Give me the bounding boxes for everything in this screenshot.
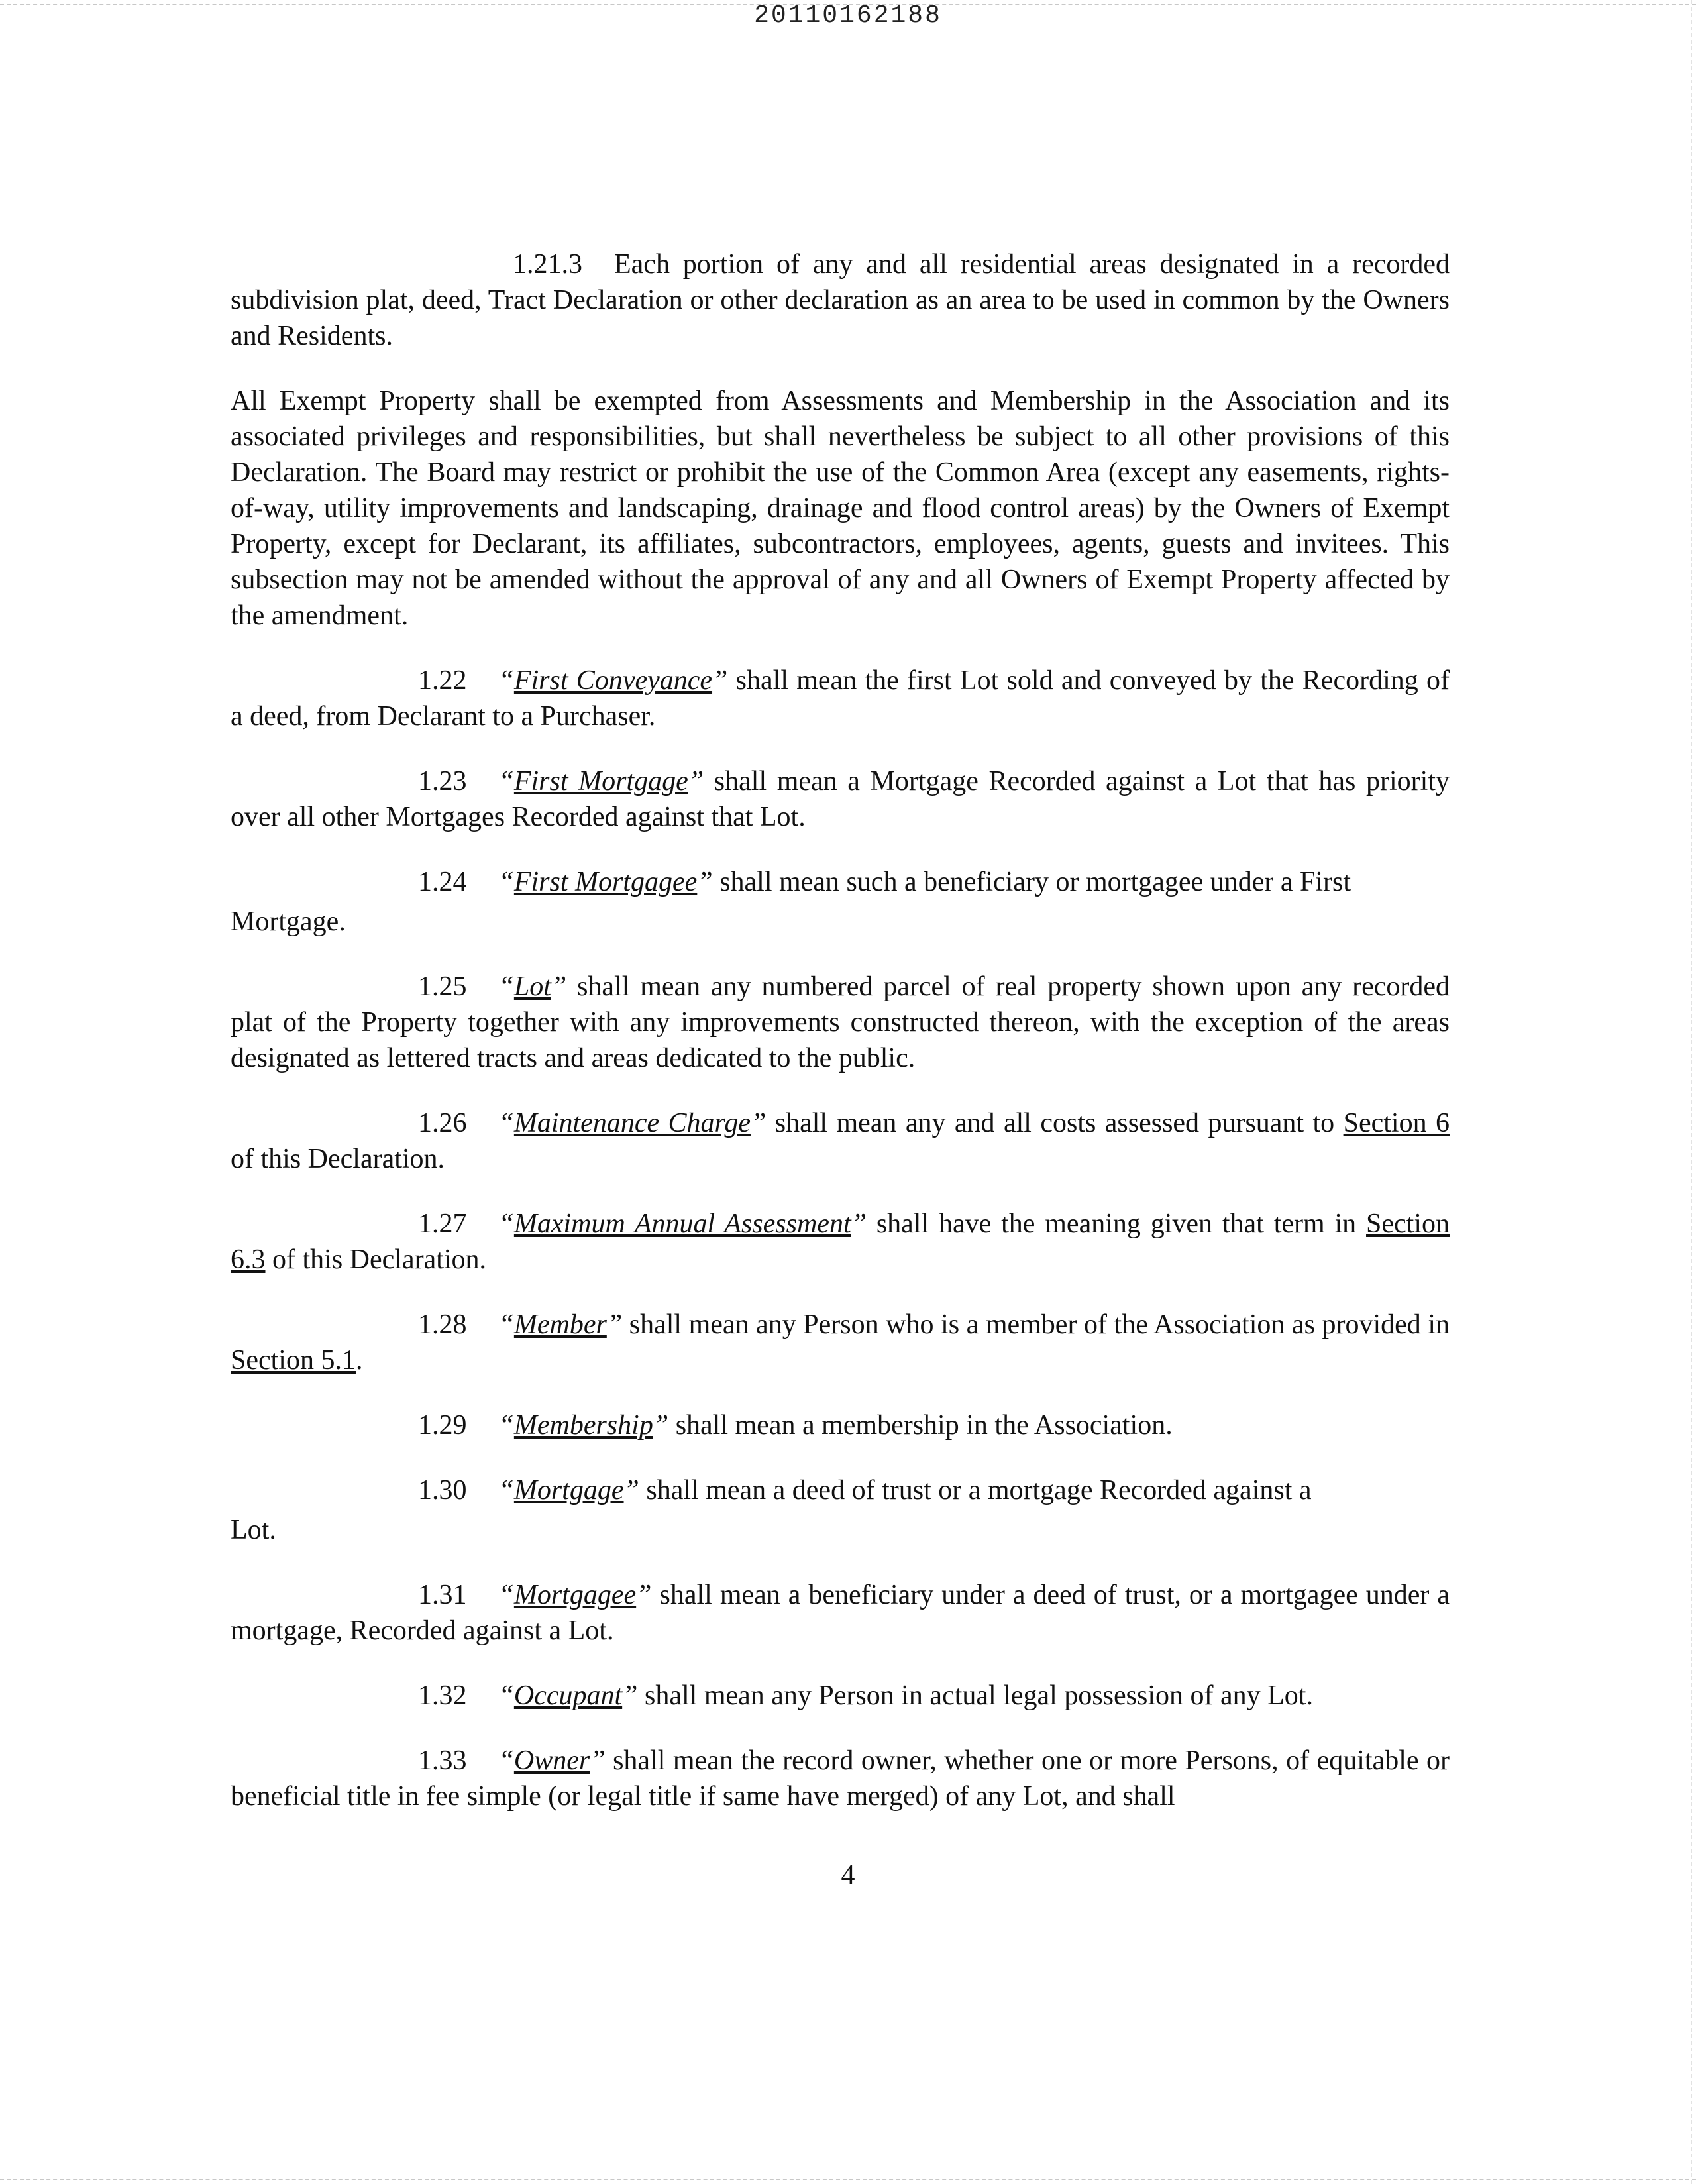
defined-term: “First Mortgagee” <box>498 867 713 897</box>
document-number: 20110162188 <box>754 1 942 30</box>
definition-1-31 <box>231 1577 1450 1649</box>
definition-number: 1.23 <box>418 766 467 796</box>
definition-1-22 <box>231 663 1450 734</box>
definition-text-after: . <box>355 1345 363 1376</box>
section-text: Each portion of any and all residential areas designated in a recorded subdivision plat, deed, Tract Declaration or other declaration as an area to be used in common by the Owners and Residents. <box>231 249 1450 351</box>
defined-term: “Maintenance Charge” <box>498 1108 767 1138</box>
definition-number: 1.33 <box>418 1745 467 1776</box>
definition-number: 1.32 <box>418 1680 467 1711</box>
page-number: 4 <box>841 1860 855 1890</box>
definition-text: shall mean any and all costs assessed pursuant to <box>766 1108 1344 1138</box>
definition-tail: Lot. <box>231 1515 276 1545</box>
definition-tail: Mortgage. <box>231 906 346 937</box>
definition-text: shall mean a membership in the Association. <box>668 1410 1173 1441</box>
defined-term: “Mortgagee” <box>498 1580 652 1610</box>
definition-text: shall mean any numbered parcel of real property shown upon any recorded plat of the Property together with any improvements constructed thereon, with the exception of the areas designated as lettered tracts and areas dedicated to the public. <box>231 971 1450 1073</box>
definition-number: 1.27 <box>418 1209 467 1239</box>
definition-number: 1.30 <box>418 1475 467 1505</box>
definition-text: shall mean such a beneficiary or mortgagee under a First <box>712 867 1352 897</box>
defined-term: “Maximum Annual Assessment” <box>498 1209 867 1239</box>
definition-1-24 <box>231 864 1450 940</box>
defined-term: “Mortgage” <box>498 1475 639 1505</box>
section-reference: Section 6.3 <box>231 1209 1450 1275</box>
definition-1-29 <box>231 1407 1450 1443</box>
definition-1-30 <box>231 1472 1450 1548</box>
definition-text: shall have the meaning given that term in <box>866 1209 1367 1239</box>
definition-1-32 <box>231 1678 1450 1714</box>
definition-1-26 <box>231 1105 1450 1177</box>
definition-1-28 <box>231 1307 1450 1378</box>
definition-text-after: of this Declaration. <box>265 1244 487 1275</box>
section-reference: Section 5.1 <box>231 1345 356 1376</box>
section-1-21-3 <box>231 246 1450 354</box>
definition-text: shall mean a beneficiary under a deed of trust, or a mortgagee under a mortgage, Recorded against a Lot. <box>231 1580 1450 1646</box>
defined-term: “Membership” <box>498 1410 669 1441</box>
defined-term: “First Conveyance” <box>498 665 728 696</box>
definition-1-33 <box>231 1743 1450 1814</box>
scan-edge-bottom <box>0 2179 1696 2180</box>
defined-term: “Occupant” <box>498 1680 638 1711</box>
definition-text: shall mean the first Lot sold and conveyed by the Recording of a deed, from Declarant to a Purchaser. <box>231 665 1450 732</box>
definition-number: 1.31 <box>418 1580 467 1610</box>
definition-number: 1.24 <box>418 867 467 897</box>
definition-1-27 <box>231 1206 1450 1278</box>
definition-number: 1.22 <box>418 665 467 696</box>
exempt-property-paragraph: All Exempt Property shall be exempted from Assessments and Membership in the Association and its associated privileges and responsibilities, but shall nevertheless be subject to all other provisions of this Declaration. The Board may restrict or prohibit the use of the Common Area (except any easements, rights-of-way, utility improvements and landscaping, drainage and flood control areas) by the Owners of Exempt Property, except for Declarant, its affiliates, subcontractors, employees, agents, guests and invitees. This subsection may not be amended without the approval of any and all Owners of Exempt Property affected by the amendment. <box>231 386 1450 631</box>
definition-text: shall mean a Mortgage Recorded against a Lot that has priority over all other Mortgages Recorded against that Lot. <box>231 766 1450 832</box>
definition-text: shall mean the record owner, whether one or more Persons, of equitable or beneficial title in fee simple (or legal title if same have merged) of any Lot, and shall <box>231 1745 1450 1812</box>
section-reference: Section 6 <box>1343 1108 1450 1138</box>
defined-term: “First Mortgage” <box>498 766 704 796</box>
definition-text: shall mean any Person who is a member of the Association as provided in <box>622 1309 1450 1340</box>
defined-term: “Lot” <box>498 971 567 1002</box>
definition-text: shall mean a deed of trust or a mortgage Recorded against a <box>639 1475 1312 1505</box>
definition-1-23 <box>231 763 1450 835</box>
definition-number: 1.28 <box>418 1309 467 1340</box>
definition-text-after: of this Declaration. <box>231 1144 445 1174</box>
definition-number: 1.26 <box>418 1108 467 1138</box>
scan-edge-right <box>1691 0 1692 2184</box>
definition-number: 1.25 <box>418 971 467 1002</box>
page-body <box>231 246 1450 1843</box>
section-number: 1.21.3 <box>513 249 582 280</box>
defined-term: “Member” <box>498 1309 623 1340</box>
definition-1-25 <box>231 969 1450 1076</box>
definition-text: shall mean any Person in actual legal possession of any Lot. <box>637 1680 1313 1711</box>
defined-term: “Owner” <box>498 1745 606 1776</box>
definition-number: 1.29 <box>418 1410 467 1441</box>
